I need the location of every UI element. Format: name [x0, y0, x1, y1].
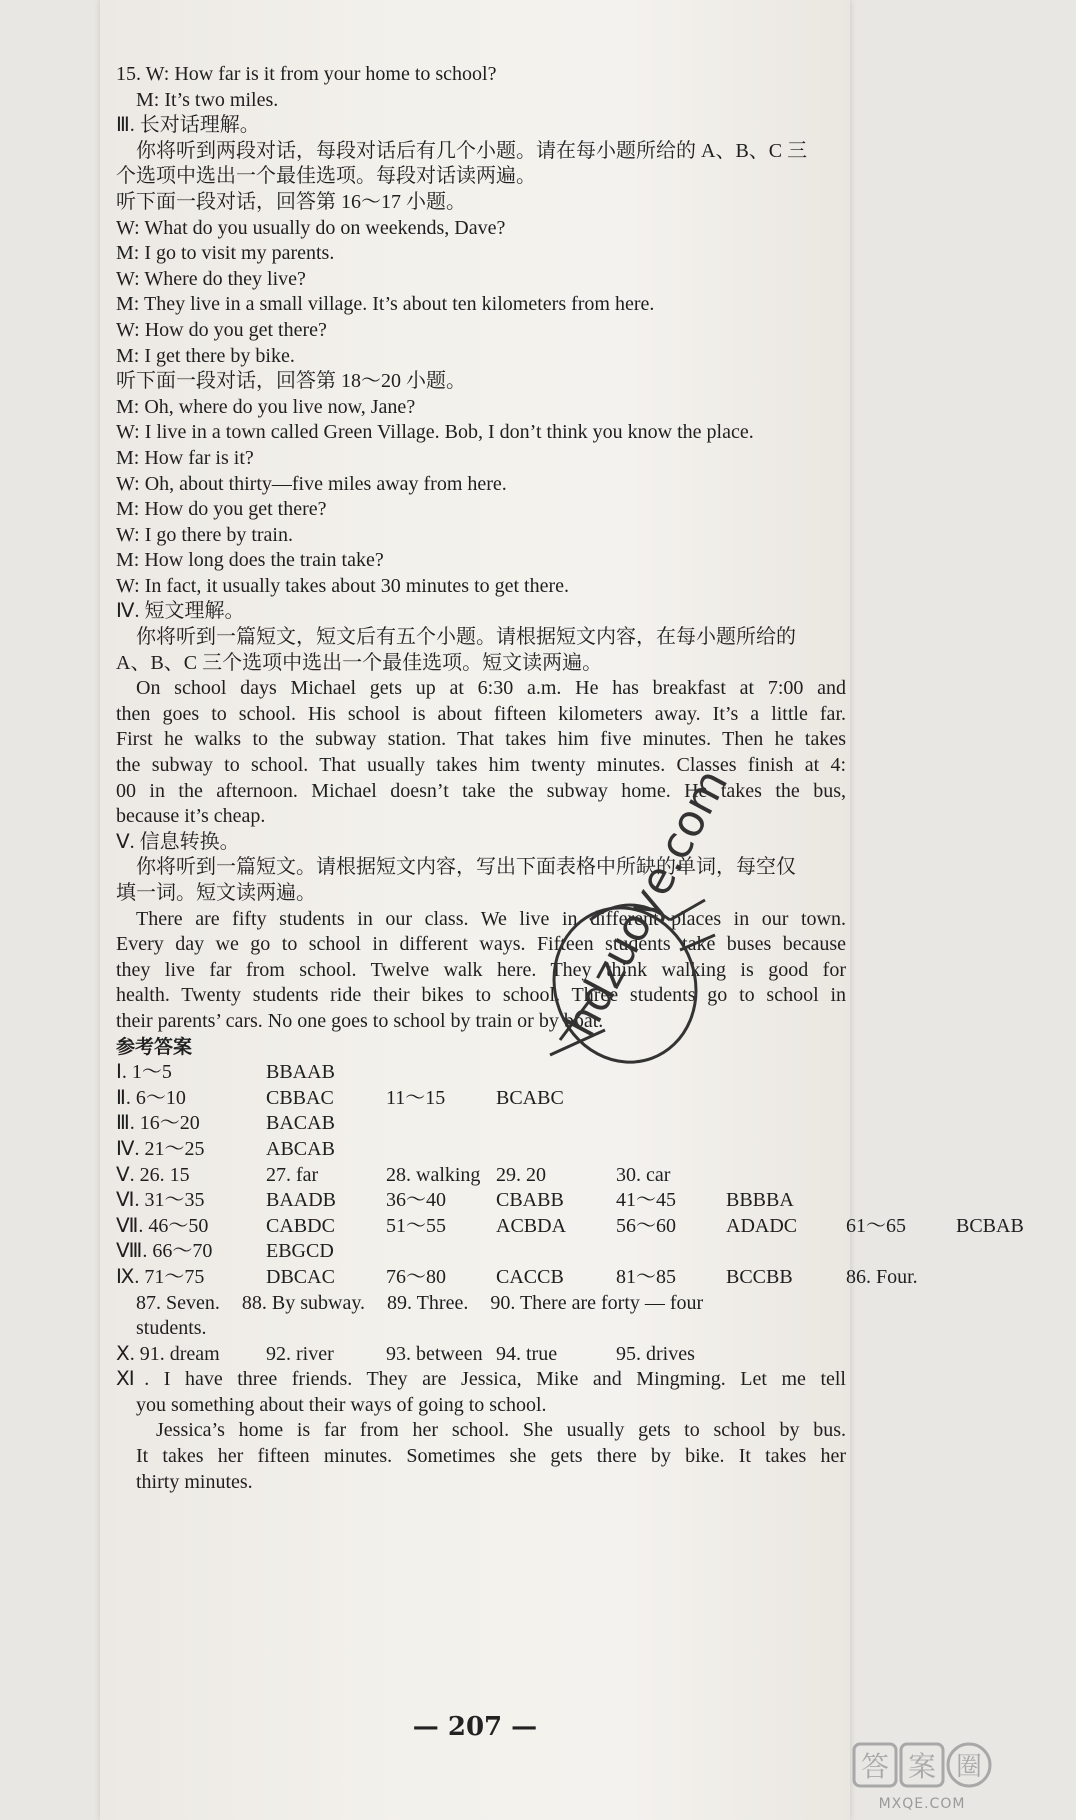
text-line: M: I go to visit my parents. [116, 242, 335, 265]
essay-line: Jessica’s home is far from her school. She usually gets to school by bus. [156, 1419, 846, 1442]
answer-cell: 56～60 [616, 1214, 676, 1237]
logo-text: MXQE.COM [878, 1796, 966, 1812]
sample-essay [116, 1367, 846, 1495]
answer-cell: Ⅴ. 26. 15 [116, 1163, 190, 1186]
answer-cell: 81～85 [616, 1265, 676, 1288]
text-line: W: I live in a town called Green Village. Bob, I don’t think you know the place. [116, 421, 754, 444]
essay-line: thirty minutes. [136, 1470, 253, 1493]
answer-cell: Ⅱ. 6～10 [116, 1086, 186, 1109]
essay-line: Ⅺ. I have three friends. They are Jessica, Mike and Mingming. Let me tell [116, 1368, 846, 1391]
text-line: M: I get there by bike. [116, 344, 295, 367]
text-line: because it’s cheap. [116, 805, 266, 828]
answer-cell: BAADB [266, 1189, 337, 1212]
answer-cell: 93. between [386, 1342, 483, 1365]
answer-cell: Ⅳ. 21～25 [116, 1137, 205, 1160]
answer-cell: BCBAB [956, 1214, 1024, 1237]
answer-row [116, 1188, 846, 1214]
text-line: M: It’s two miles. [136, 88, 279, 111]
text-line: M: Oh, where do you live now, Jane? [116, 395, 416, 418]
answer-cell: Ⅵ. 31～35 [116, 1189, 205, 1212]
text-line: 你将听到一篇短文。请根据短文内容，写出下面表格中所缺的单词，每空仅 [136, 856, 796, 879]
answer-cell: students. [136, 1317, 207, 1340]
answer-cell: 88. By subway. [241, 1291, 366, 1314]
answer-cell: 51～55 [386, 1214, 446, 1237]
answer-row [116, 1265, 918, 1291]
text-line: M: How far is it? [116, 446, 254, 469]
text-line: they live far from school. Twelve walk here. They think walking is good for [116, 958, 846, 981]
answer-cell: CBBAC [266, 1086, 334, 1109]
text-line: their parents’ cars. No one goes to school by train or by boat. [116, 1009, 604, 1032]
answer-cell: 92. river [266, 1342, 334, 1365]
text-line: W: Where do they live? [116, 267, 306, 290]
text-line: then goes to school. His school is about fifteen kilometers away. It’s a little far. [116, 702, 846, 725]
listening-script [116, 62, 846, 1035]
svg-text:圈: 圈 [955, 1752, 983, 1782]
answer-cell: 76～80 [386, 1265, 446, 1288]
answer-cell: ADADC [726, 1214, 798, 1237]
answer-cell: Ⅸ. 71～75 [116, 1265, 205, 1288]
answer-cell: CACCB [496, 1265, 564, 1288]
answer-cell: CABDC [266, 1214, 335, 1237]
answer-cell: BACAB [266, 1112, 335, 1135]
text-line: M: How long does the train take? [116, 549, 384, 572]
text-line: 00 in the afternoon. Michael doesn’t take the subway home. He takes the bus, [116, 779, 846, 802]
answer-row [116, 1060, 846, 1086]
answer-cell: 61～65 [846, 1214, 906, 1237]
text-line: W: Oh, about thirty—five miles away from here. [116, 472, 507, 495]
answer-cell: BBBBA [726, 1189, 794, 1212]
answer-cell: ACBDA [496, 1214, 567, 1237]
text-line: 听下面一段对话，回答第 18～20 小题。 [116, 370, 466, 393]
answer-row [116, 1214, 1024, 1240]
answer-row [116, 1137, 846, 1163]
text-line: the subway to school. That usually takes him twenty minutes. Classes finish at 4: [116, 754, 846, 777]
text-line: 个选项中选出一个最佳选项。每段对话读两遍。 [116, 165, 536, 188]
answer-cell: 11～15 [386, 1086, 446, 1109]
text-line: Every day we go to school in different ways. Fifteen students take buses because [116, 933, 846, 956]
answer-row [116, 1291, 846, 1317]
answer-cell: 86. Four. [846, 1265, 918, 1288]
logo-mark-icon [852, 1740, 992, 1792]
answer-cell: 29. 20 [496, 1163, 546, 1186]
answer-cell: 41～45 [616, 1189, 676, 1212]
answer-cell: 90. There are forty — four [490, 1291, 704, 1314]
answer-cell: BCCBB [726, 1265, 793, 1288]
text-line: 填一词。短文读两遍。 [116, 882, 316, 904]
answer-cell: 95. drives [616, 1342, 695, 1365]
answer-cell: Ⅰ. 1～5 [116, 1061, 172, 1084]
answer-key [116, 1060, 1024, 1367]
text-line: Ⅴ. 信息转换。 [116, 830, 240, 853]
text-line: 听下面一段对话，回答第 16～17 小题。 [116, 190, 466, 213]
answer-cell: Ⅲ. 16～20 [116, 1112, 200, 1135]
handwritten-watermark-stamp [520, 760, 739, 1100]
text-line: W: What do you usually do on weekends, Dave? [116, 216, 506, 239]
answers-title: 参考答案 [116, 1035, 193, 1058]
answer-cell: Ⅶ. 46～50 [116, 1214, 209, 1237]
text-line: First he walks to the subway station. That takes him five minutes. Then he takes [116, 728, 846, 751]
answer-cell: BBAAB [266, 1061, 335, 1084]
text-line: Ⅲ. 长对话理解。 [116, 114, 260, 137]
svg-text:案: 案 [907, 1750, 937, 1783]
answer-cell: EBGCD [266, 1240, 334, 1263]
answer-cell: 28. walking [386, 1163, 481, 1186]
svg-text:答: 答 [860, 1750, 890, 1783]
text-line: M: They live in a small village. It’s about ten kilometers from here. [116, 293, 655, 316]
answer-row [116, 1086, 846, 1112]
answer-row [116, 1342, 846, 1368]
text-line: Ⅳ. 短文理解。 [116, 600, 245, 623]
text-line: 你将听到两段对话，每段对话后有几个小题。请在每小题所给的 A、B、C 三 [136, 139, 808, 162]
text-line: There are fifty students in our class. We live in different places in our town. [136, 907, 846, 930]
document-content [116, 62, 1024, 1495]
text-line: W: In fact, it usually takes about 30 minutes to get there. [116, 574, 570, 597]
answer-cell: ABCAB [266, 1137, 335, 1160]
svg-text:hdzuoye.com: hdzuoye.com [554, 760, 739, 1046]
text-line: On school days Michael gets up at 6:30 a.m. He has breakfast at 7:00 and [136, 677, 846, 700]
answer-cell: 36～40 [386, 1189, 446, 1212]
answer-cell: Ⅹ. 91. dream [116, 1342, 220, 1365]
answer-cell: 89. Three. [387, 1291, 469, 1314]
answer-cell: DBCAC [266, 1265, 335, 1288]
answer-cell: 27. far [266, 1163, 319, 1186]
text-line: W: I go there by train. [116, 523, 293, 546]
page-number: — 207 — [412, 1712, 538, 1742]
text-line: W: How do you get there? [116, 318, 327, 341]
answer-row [116, 1316, 846, 1342]
text-line: 15. W: How far is it from your home to school? [116, 63, 497, 85]
answer-cell: 94. true [496, 1342, 558, 1365]
text-line: M: How do you get there? [116, 498, 327, 521]
answer-row [116, 1163, 846, 1189]
answer-cell: 87. Seven. [136, 1291, 220, 1314]
answer-row [116, 1239, 846, 1265]
answer-cell: 30. car [616, 1163, 671, 1186]
text-line: health. Twenty students ride their bikes to school. Three students go to school in [116, 984, 846, 1007]
answer-cell: BCABC [496, 1086, 564, 1109]
answer-row [116, 1111, 846, 1137]
answer-cell: CBABB [496, 1189, 564, 1212]
essay-line: It takes her fifteen minutes. Sometimes she gets there by bike. It takes her [136, 1445, 846, 1468]
answer-cell: Ⅷ. 66～70 [116, 1240, 213, 1263]
site-logo [852, 1740, 992, 1812]
text-line: 你将听到一篇短文，短文后有五个小题。请根据短文内容，在每小题所给的 [136, 626, 796, 649]
essay-line: you something about their ways of going to school. [136, 1393, 547, 1416]
text-line: A、B、C 三个选项中选出一个最佳选项。短文读两遍。 [116, 651, 603, 674]
